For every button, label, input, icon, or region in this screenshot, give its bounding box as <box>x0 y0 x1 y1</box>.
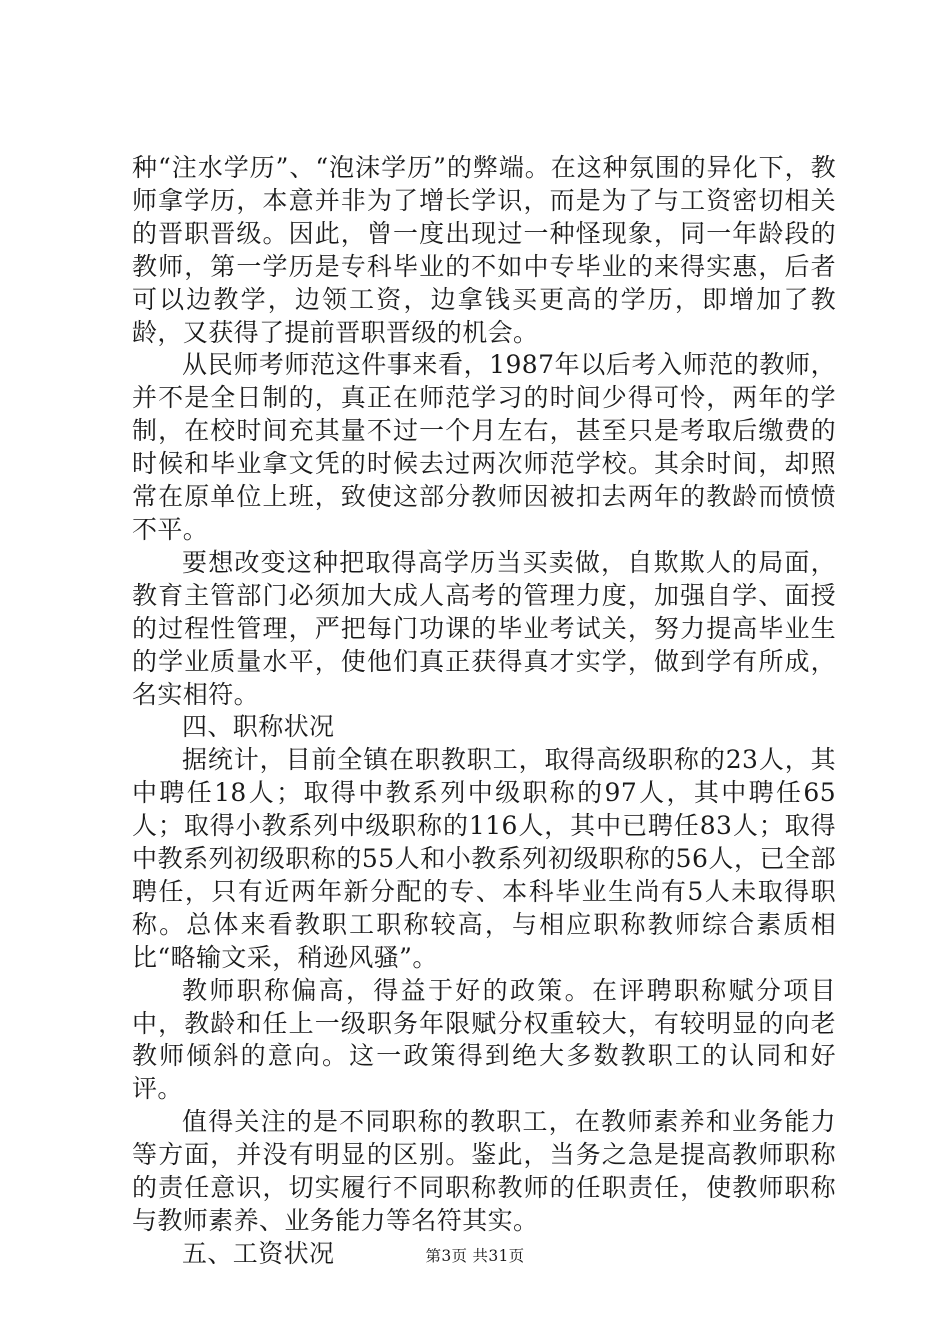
section-heading-titles: 四、职称状况 <box>182 712 335 742</box>
paragraph-continuation: 种“注水学历”、“泡沫学历”的弊端。在这种氛围的异化下，教师拿学历，本意并非为了增长学识，而是为了与工资密切相关的晋职晋级。因此，曾一度出现过一种怪现象，同一年龄段的教师，第一学历是专科毕业的不如中专毕业的来得实惠，后者可以边教学，边领工资，边拿钱买更高的学历，即增加了教龄，又获得了提前晋职晋级的机会。 <box>132 153 836 347</box>
paragraph-reform-suggestion: 要想改变这种把取得高学历当买卖做，自欺欺人的局面，教育主管部门必须加大成人高考的管理力度，加强自学、面授的过程性管理，严把每门功课的毕业考试关，努力提高毕业生的学业质量水平，使他们真正获得真才实学，做到学有所成，名实相符。 <box>132 547 836 709</box>
paragraph-normal-school: 从民师考师范这件事来看，1987年以后考入师范的教师，并不是全日制的，真正在师范学习的时间少得可怜，两年的学制，在校时间充其量不过一个月左右，甚至只是考取后缴费的时候和毕业拿文凭的时候去过两次师范学校。其余时间，却照常在原单位上班，致使这部分教师因被扣去两年的教龄而愤愤不平。 <box>132 350 836 544</box>
paragraph-title-statistics: 据统计，目前全镇在职教职工，取得高级职称的23人，其中聘任18人；取得中教系列中级职称的97人，其中聘任65人；取得小教系列中级职称的116人，其中已聘任83人；取得中教系列初级职称的55人和小教系列初级职称的56人，已全部聘任，只有近两年新分配的专、本科毕业生尚有5人未取得职称。总体来看教职工职称较高，与相应职称教师综合素质相比“略输文采，稍逊风骚”。 <box>132 745 836 972</box>
page-footer: 第3页 共31页 <box>425 1247 525 1265</box>
document-body <box>132 152 836 1271</box>
paragraph-title-policy: 教师职称偏高，得益于好的政策。在评聘职称赋分项目中，教龄和任上一级职务年限赋分权重较大，有较明显的向老教师倾斜的意向。这一政策得到绝大多数教职工的认同和好评。 <box>132 975 836 1104</box>
paragraph-title-concern: 值得关注的是不同职称的教职工，在教师素养和业务能力等方面，并没有明显的区别。鉴此，当务之急是提高教师职称的责任意识，切实履行不同职称教师的任职责任，使教师职称与教师素养、业务能力等名符其实。 <box>132 1107 836 1235</box>
section-heading-salary: 五、工资状况 <box>182 1238 335 1268</box>
